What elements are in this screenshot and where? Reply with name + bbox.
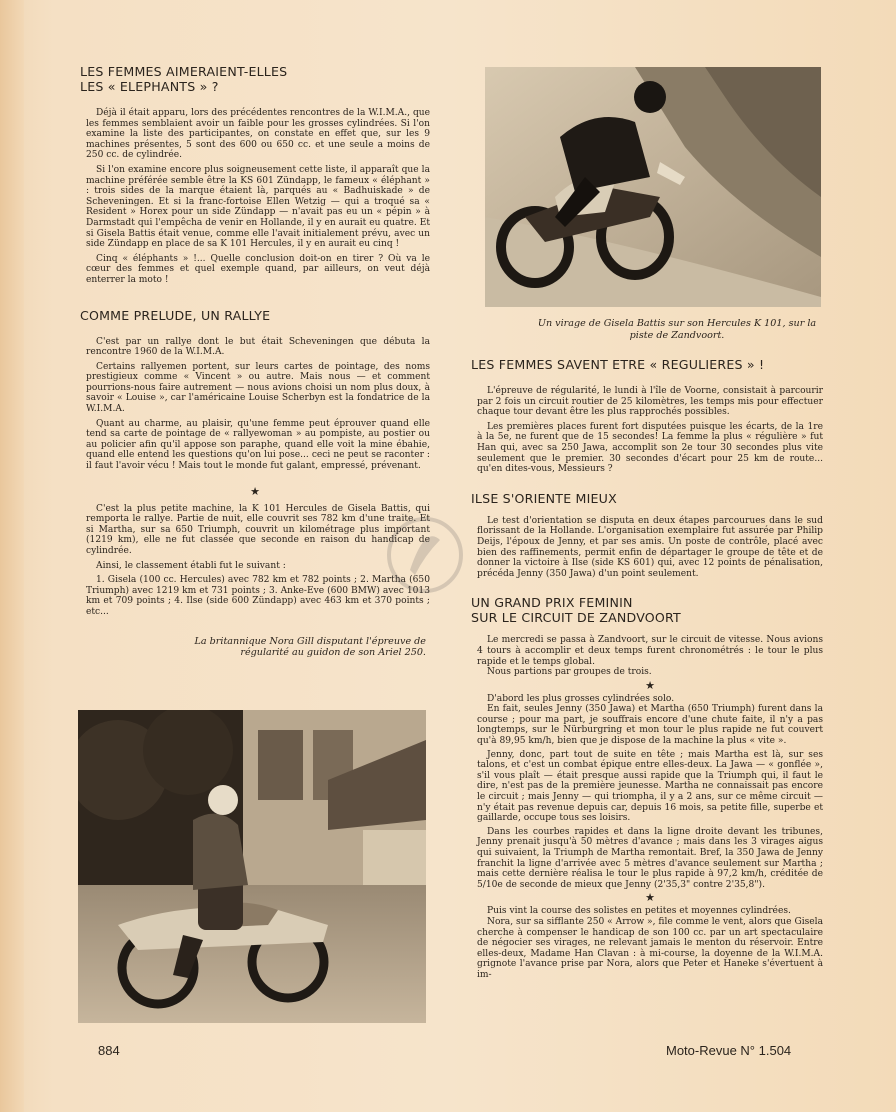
- paragraph: Ainsi, le classement établi fut le suivant :: [96, 560, 286, 571]
- paragraph: Nora, sur sa sifflante 250 « Arrow », file comme le vent, alors que Gisela cherche à compenser le handicap de son 100 cc. par un art spectaculaire de négocier ses virages, ne relevant jamais le menton du réservoir. Entre elles-deux, Madame Han Clavan : à mi-course, la doyenne de la W.I.M.A. grignote l'avance prise par Nora, alors que Peter et Haneke s'évertuent à im-: [477, 916, 823, 980]
- paragraph: Quant au charme, au plaisir, qu'une femme peut éprouver quand elle tend sa carte de pointage de « rallyewoman » au pompiste, au postier ou au policier afin qu'il appose son paraphe, quand elle voit la mine ébahie, quand elle entend les questions qu'on lui pose... ceci ne peut se raconter : il faut l'avoir vécu ! Mais tout le monde fut galant, empressé, prévenant.: [86, 418, 430, 472]
- s1-body: [80, 108, 430, 286]
- photo-gisela-battis-illustration: [485, 67, 821, 307]
- section-star: ★: [645, 891, 655, 905]
- paragraph: Si l'on examine encore plus soigneusement cette liste, il apparaît que la machine préférée semble être la KS 601 Zündapp, le fameux « éléphant » : trois sides de la marque étaient là, parqués au « Badhuiskade » de Scheveningen. Et si la franc-fortoise Ellen Wetzig — qui a troqué sa « Resident » Horex pour un side Zündapp — n'avait pas eu un « pépin » à Darmstadt qui l'empêcha de venir en Hollande, il y en aurait eu quatre. Et si Gisela Battis était venue, comme elle l'avait initialement prévu, avec un side Zündapp en place de sa K 101 Hercules, il y en aurait eu cinq !: [86, 164, 430, 250]
- section-star: ★: [645, 678, 655, 692]
- s4-body: [471, 386, 823, 475]
- photo-caption-nora-gill: La britannique Nora Gill disputant l'épreuve de régularité au guidon de son Ariel 250.: [194, 635, 426, 659]
- s6-body: [471, 635, 823, 980]
- paragraph: En fait, seules Jenny (350 Jawa) et Martha (650 Triumph) furent dans la course ; pour ma part, je souffrais encore d'une chute faite, il n'y a pas longtemps, sur le Nürburgring et mon tour le plus rapide ne fut couvert qu'à 89,95 km/h, bien que je dispose de la machine la plus « vite ».: [477, 704, 823, 747]
- paragraph: C'est par un rallye dont le but était Scheveningen que débuta la rencontre 1960 de la W.I.M.A.: [86, 336, 430, 358]
- paragraph: Cinq « éléphants » !... Quelle conclusion doit-on en tirer ? Où va le cœur des femmes et quel exemple quand, par ailleurs, on veut déjà enterrer la moto !: [86, 253, 430, 285]
- s6-title-line1: UN GRAND PRIX FEMININ: [471, 595, 633, 611]
- paragraph: C'est la plus petite machine, la K 101 Hercules de Gisela Battis, qui remporta le rallye. Partie de nuit, elle couvrit ses 782 km d'une traite. Et si Martha, sur sa 650 Triumph, couvrit un kilométrage plus important (1219 km), elle ne fut classée que seconde en raison du handicap de cylindrée.: [86, 503, 430, 556]
- magazine-issue: Moto-Revue N° 1.504: [666, 1043, 792, 1058]
- paragraph: Dans les courbes rapides et dans la ligne droite devant les tribunes, Jenny prenait jusqu'à 50 mètres d'avance ; mais dans les 3 virages aigus qui suivaient, la Triumph de Martha remontait. Bref, la 350 Jawa de Jenny franchit la ligne d'arrivée avec 5 mètres d'avance seulement sur Martha ; mais cette dernière réalisa le tour le plus rapide à 97,2 km/h, créditée de 5/10e de seconde de mieux que Jenny (2'35,3" contre 2'35,8").: [477, 826, 823, 890]
- s4-title: LES FEMMES SAVENT ETRE « REGULIERES » !: [471, 357, 765, 372]
- photo-nora-gill-ariel: [78, 710, 426, 1023]
- s1-title-line2: LES « ELEPHANTS » ?: [80, 79, 219, 94]
- photo-caption-gisela-battis: Un virage de Gisela Battis sur son Hercules K 101, sur la piste de Zandvoort.: [537, 318, 817, 341]
- paragraph: Le mercredi se passa à Zandvoort, sur le circuit de vitesse. Nous avions 4 tours à accomplir et deux temps furent chronométrés : le tour le plus rapide et le temps global.: [477, 635, 823, 667]
- paragraph: Le test d'orientation se disputa en deux étapes parcourues dans le sud florissant de la Hollande. L'organisation exemplaire fut assurée par Philip Deijs, l'époux de Jenny, et par ses amis. Un poste de contrôle, placé avec bien des raffinements, permit enfin de départager le groupe de tête et de donner la victoire à Ilse (side KS 601) qui, avec 12 points de pénalisation, précéda Jenny (350 Jawa) d'un point seulement.: [477, 515, 823, 579]
- paragraph: 1. Gisela (100 cc. Hercules) avec 782 km et 782 points ; 2. Martha (650 Triumph) avec 1219 km et 731 points ; 3. Anke-Eve (600 BMW) avec 1013 km et 709 points ; 4. Ilse (side 600 Zündapp) avec 463 km et 370 points ; etc...: [86, 575, 430, 617]
- left-column: [80, 64, 430, 659]
- paragraph: Nous partions par groupes de trois.: [487, 667, 652, 678]
- page-spine-shadow: [0, 0, 24, 1112]
- s2-body: [80, 337, 430, 472]
- photo-gisela-battis-hercules: [485, 67, 821, 307]
- paragraph: L'épreuve de régularité, le lundi à l'île de Voorne, consistait à parcourir par 2 fois un circuit routier de 25 kilomètres, les temps mis pour effectuer chaque tour devant être les plus rapprochés possibles.: [477, 386, 823, 418]
- paragraph: D'abord les plus grosses cylindrées solo.: [487, 693, 675, 704]
- paragraph: Puis vint la course des solistes en petites et moyennes cylindrées.: [487, 906, 791, 917]
- page-number: 884: [98, 1043, 120, 1058]
- watermark-logo: [385, 515, 465, 595]
- paragraph: Jenny, donc, part tout de suite en tête ; mais Martha est là, sur ses talons, et c'est un combat épique entre elles-deux. La Jawa — « gonflée », s'il vous plaît — était presque aussi rapide que la Triumph qui, il faut le dire, n'est pas de la première jeunesse. Martha ne connaissait pas encore le circuit ; mais Jenny — qui triompha, il y a 2 ans, sur ce même circuit — n'y était pas revenue depuis car, depuis 16 mois, sa petite fille, superbe et gaillarde, occupe tous ses loisirs.: [477, 749, 823, 824]
- s5-title: ILSE S'ORIENTE MIEUX: [471, 490, 617, 506]
- s1-title-line1: LES FEMMES AIMERAIENT-ELLES: [80, 64, 288, 79]
- s2-title: COMME PRELUDE, UN RALLYE: [80, 307, 271, 323]
- s6-title-line2: SUR LE CIRCUIT DE ZANDVOORT: [471, 610, 681, 626]
- right-column: [471, 318, 823, 981]
- section-star: ★: [250, 484, 260, 498]
- photo-nora-gill-illustration: [78, 710, 426, 1023]
- paragraph: Certains rallyemen portent, sur leurs cartes de pointage, des noms prestigieux comme « Vincent » ou autre. Mais nous — et comment pourrions-nous faire autrement — nous avions choisi un nom plus doux, à savoir « Louise », car l'américaine Louise Scherbyn est la fondatrice de la W.I.M.A.: [86, 361, 430, 415]
- paragraph: Les premières places furent fort disputées puisque les écarts, de la 1re à la 5e, ne furent que de 15 secondes! La femme la plus « régulière » fut Han qui, avec sa 250 Jawa, accomplit son 2e tour 30 secondes plus vite seulement que le premier. 30 secondes d'écart pour 25 km de route... qu'en dites-vous, Messieurs ?: [477, 421, 823, 475]
- paragraph: Déjà il était apparu, lors des précédentes rencontres de la W.I.M.A., que les femmes semblaient avoir un faible pour les grosses cylindrées. Si l'on examine la liste des participantes, on constate en effet que, sur les 9 machines présentes, 5 sont des 600 ou 650 cc. et une seule a moins de 250 cc. de cylindrée.: [86, 108, 430, 161]
- s3-body: [80, 504, 430, 618]
- s5-body: [471, 516, 823, 580]
